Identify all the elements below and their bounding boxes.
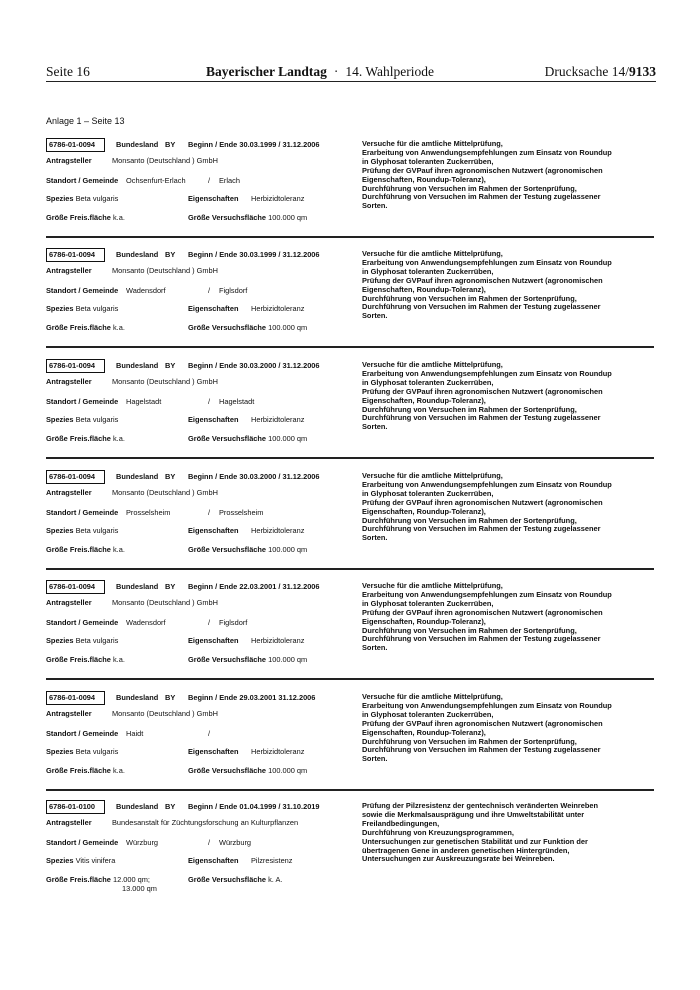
gemeinde-separator: /	[208, 176, 211, 185]
spezies-row	[46, 194, 118, 203]
freis-row	[46, 766, 125, 775]
standort-value: Prosselsheim	[126, 508, 171, 517]
entry-rule	[46, 789, 654, 791]
antragsteller-label: Antragsteller	[46, 156, 92, 165]
description-line: Prüfung der GVPauf ihren agronomischen Nutzwert (agronomischen	[362, 497, 603, 507]
versuch-value: 100.000 qm	[268, 545, 308, 554]
freis-value: k.a.	[112, 766, 125, 775]
entry-description	[362, 140, 658, 211]
bundesland-label: Bundesland	[116, 250, 159, 259]
gemeinde-value: Figlsdorf	[219, 286, 248, 295]
description-line: Erarbeitung von Anwendungsempfehlungen zum Einsatz von Roundup	[362, 368, 612, 378]
antragsteller-value: Monsanto (Deutschland ) GmbH	[112, 598, 218, 607]
description-line: Prüfung der GVPauf ihren agronomischen Nutzwert (agronomischen	[362, 275, 603, 285]
spezies-label: Spezies	[46, 194, 74, 203]
description-line: Durchführung von Versuchen im Rahmen der Sortenprüfung,	[362, 625, 577, 635]
entry-5	[46, 580, 656, 680]
description-line: Versuche für die amtliche Mittelprüfung,	[362, 360, 503, 369]
description-line: in Glyphosat toleranten Zuckerrüben,	[362, 709, 494, 719]
date-separator: /	[278, 582, 281, 591]
bundesland-value: BY	[165, 472, 176, 481]
bundesland-value: BY	[165, 693, 176, 702]
description-line: Freilandbedingungen,	[362, 818, 440, 828]
standort-label: Standort / Gemeinde	[46, 176, 119, 185]
standort-value: Wadensdorf	[126, 286, 166, 295]
description-line: Durchführung von Versuchen im Rahmen der Testung zugelassener	[362, 413, 601, 423]
beginn-value: 29.03.2001	[239, 693, 277, 702]
freis-row	[46, 434, 125, 443]
spezies-label: Spezies	[46, 304, 74, 313]
entry-description	[362, 472, 658, 543]
entry-3	[46, 359, 656, 459]
eigenschaften-value: Herbizidtoleranz	[251, 194, 305, 203]
antragsteller-value: Monsanto (Deutschland ) GmbH	[112, 377, 218, 386]
entry-id: 6786-01-0094	[46, 470, 105, 484]
description-line: Durchführung von Versuchen im Rahmen der Testung zugelassener	[362, 745, 601, 755]
entry-id: 6786-01-0094	[46, 248, 105, 262]
ende-value: 31.12.2006	[278, 693, 316, 702]
gemeinde-separator: /	[208, 618, 211, 627]
eigenschaften-label: Eigenschaften	[188, 415, 239, 424]
description-line: in Glyphosat toleranten Zuckerrüben,	[362, 156, 494, 166]
eigenschaften-value: Herbizidtoleranz	[251, 526, 305, 535]
antragsteller-label: Antragsteller	[46, 818, 92, 827]
versuch-row	[188, 545, 307, 554]
antragsteller-label: Antragsteller	[46, 266, 92, 275]
entry-id: 6786-01-0094	[46, 691, 105, 705]
standort-label: Standort / Gemeinde	[46, 618, 119, 627]
spezies-row	[46, 747, 118, 756]
beginn-value: 22.03.2001	[239, 582, 277, 591]
versuch-value: 100.000 qm	[268, 655, 308, 664]
freis-row	[46, 545, 125, 554]
spezies-value: Beta vulgaris	[75, 415, 119, 424]
freis-label: Größe Freis.fläche	[46, 323, 111, 332]
description-line: Durchführung von Versuchen im Rahmen der Testung zugelassener	[362, 634, 601, 644]
description-line: Erarbeitung von Anwendungsempfehlungen zum Einsatz von Roundup	[362, 257, 612, 267]
annex-label: Anlage 1 – Seite 13	[46, 116, 125, 126]
spezies-label: Spezies	[46, 856, 74, 865]
description-line: in Glyphosat toleranten Zuckerrüben,	[362, 488, 494, 498]
beginn-ende-label: Beginn / Ende	[188, 802, 238, 811]
description-line: Erarbeitung von Anwendungsempfehlungen zum Einsatz von Roundup	[362, 147, 612, 157]
description-line: in Glyphosat toleranten Zuckerrüben,	[362, 266, 494, 276]
description-line: Prüfung der GVPauf ihren agronomischen Nutzwert (agronomischen	[362, 165, 603, 175]
description-line: in Glyphosat toleranten Zuckerrüben,	[362, 598, 494, 608]
freis-label: Größe Freis.fläche	[46, 434, 111, 443]
description-line: in Glyphosat toleranten Zuckerrüben,	[362, 377, 494, 387]
spezies-row	[46, 415, 118, 424]
standort-value: Würzburg	[126, 838, 159, 847]
standort-label: Standort / Gemeinde	[46, 508, 119, 517]
ende-value: 31.10.2019	[282, 802, 320, 811]
spezies-row	[46, 304, 118, 313]
date-separator: /	[278, 361, 281, 370]
bundesland-label: Bundesland	[116, 582, 159, 591]
entry-rule	[46, 457, 654, 459]
header-separator: ·	[333, 64, 339, 79]
description-line: Versuche für die amtliche Mittelprüfung,	[362, 139, 503, 148]
versuch-label: Größe Versuchsfläche	[188, 323, 267, 332]
versuch-row	[188, 655, 307, 664]
freis-value: k.a.	[112, 655, 125, 664]
spezies-value: Beta vulgaris	[75, 304, 119, 313]
gemeinde-value: Prosselsheim	[219, 508, 264, 517]
standort-label: Standort / Gemeinde	[46, 838, 119, 847]
description-line: Untersuchungen zur genetischen Stabilität und zur Funktion der	[362, 836, 588, 846]
bundesland-value: BY	[165, 361, 176, 370]
standort-value: Haidt	[126, 729, 144, 738]
description-line: Sorten.	[362, 643, 388, 653]
versuch-value: k. A.	[268, 875, 283, 884]
gemeinde-value: Figlsdorf	[219, 618, 248, 627]
description-line: Eigenschaften, Roundup-Toleranz),	[362, 174, 486, 184]
antragsteller-value: Monsanto (Deutschland ) GmbH	[112, 156, 218, 165]
spezies-value: Beta vulgaris	[75, 194, 119, 203]
bundesland-value: BY	[165, 140, 176, 149]
description-line: Prüfung der GVPauf ihren agronomischen Nutzwert (agronomischen	[362, 607, 603, 617]
description-line: Prüfung der Pilzresistenz der gentechnisch veränderten Weinreben	[362, 801, 599, 810]
bundesland-label: Bundesland	[116, 140, 159, 149]
bundesland-label: Bundesland	[116, 693, 159, 702]
description-line: Erarbeitung von Anwendungsempfehlungen zum Einsatz von Roundup	[362, 700, 612, 710]
beginn-ende-label: Beginn / Ende	[188, 582, 238, 591]
beginn-ende-label: Beginn / Ende	[188, 693, 238, 702]
ende-value: 31.12.2006	[282, 250, 320, 259]
spezies-value: Beta vulgaris	[75, 526, 119, 535]
freis-value: k.a.	[112, 434, 125, 443]
spezies-value: Beta vulgaris	[75, 747, 119, 756]
freis-value: k.a.	[112, 323, 125, 332]
versuch-row	[188, 766, 307, 775]
entry-id: 6786-01-0100	[46, 800, 105, 814]
versuch-label: Größe Versuchsfläche	[188, 655, 267, 664]
freis-label: Größe Freis.fläche	[46, 213, 111, 222]
description-line: Durchführung von Versuchen im Rahmen der Sortenprüfung,	[362, 293, 577, 303]
description-line: Sorten.	[362, 754, 388, 764]
legislative-period: 14. Wahlperiode	[345, 64, 435, 79]
freis-label: Größe Freis.fläche	[46, 655, 111, 664]
freis-row	[46, 323, 125, 332]
antragsteller-label: Antragsteller	[46, 488, 92, 497]
standort-value: Ochsenfurt-Erlach	[126, 176, 186, 185]
description-line: Eigenschaften, Roundup-Toleranz),	[362, 395, 486, 405]
beginn-ende-label: Beginn / Ende	[188, 140, 238, 149]
standort-label: Standort / Gemeinde	[46, 286, 119, 295]
description-line: Eigenschaften, Roundup-Toleranz),	[362, 284, 486, 294]
freis-value-2: 13.000 qm	[122, 884, 157, 893]
freis-row	[46, 213, 125, 222]
date-separator: /	[278, 802, 281, 811]
date-separator: /	[278, 140, 281, 149]
antragsteller-label: Antragsteller	[46, 377, 92, 386]
description-line: Prüfung der GVPauf ihren agronomischen Nutzwert (agronomischen	[362, 718, 603, 728]
versuch-label: Größe Versuchsfläche	[188, 875, 267, 884]
beginn-ende	[188, 472, 320, 481]
eigenschaften-label: Eigenschaften	[188, 747, 239, 756]
beginn-ende	[188, 693, 315, 702]
standort-value: Hagelstadt	[126, 397, 162, 406]
entry-6	[46, 691, 656, 791]
description-line: Sorten.	[362, 311, 388, 321]
description-line: Durchführung von Versuchen im Rahmen der Sortenprüfung,	[362, 404, 577, 414]
eigenschaften-label: Eigenschaften	[188, 194, 239, 203]
entry-1	[46, 138, 656, 238]
description-line: Sorten.	[362, 533, 388, 543]
versuch-label: Größe Versuchsfläche	[188, 766, 267, 775]
antragsteller-label: Antragsteller	[46, 709, 92, 718]
description-line: Versuche für die amtliche Mittelprüfung,	[362, 471, 503, 480]
gemeinde-value: Hagelstadt	[219, 397, 255, 406]
versuch-row	[188, 213, 307, 222]
beginn-value: 30.03.1999	[239, 250, 277, 259]
bundesland-label: Bundesland	[116, 802, 159, 811]
description-line: Durchführung von Versuchen im Rahmen der Testung zugelassener	[362, 524, 601, 534]
spezies-label: Spezies	[46, 636, 74, 645]
eigenschaften-label: Eigenschaften	[188, 526, 239, 535]
entry-id: 6786-01-0094	[46, 359, 105, 373]
bundesland-label: Bundesland	[116, 361, 159, 370]
entry-description	[362, 802, 658, 864]
gemeinde-separator: /	[208, 508, 211, 517]
description-line: Eigenschaften, Roundup-Toleranz),	[362, 616, 486, 626]
gemeinde-separator: /	[208, 838, 211, 847]
freis-value: 12.000 qm;	[112, 875, 150, 884]
entry-description	[362, 582, 658, 653]
versuch-label: Größe Versuchsfläche	[188, 434, 267, 443]
header-center	[206, 64, 434, 80]
entry-4	[46, 470, 656, 570]
description-line: Durchführung von Versuchen im Rahmen der Sortenprüfung,	[362, 515, 577, 525]
versuch-value: 100.000 qm	[268, 213, 308, 222]
standort-value: Wadensdorf	[126, 618, 166, 627]
beginn-ende	[188, 140, 320, 149]
eigenschaften-label: Eigenschaften	[188, 636, 239, 645]
gemeinde-value: Würzburg	[219, 838, 252, 847]
spezies-label: Spezies	[46, 526, 74, 535]
spezies-value: Vitis vinifera	[75, 856, 116, 865]
page-number: Seite 16	[46, 64, 90, 79]
entry-description	[362, 361, 658, 432]
description-line: Durchführung von Versuchen im Rahmen der Sortenprüfung,	[362, 736, 577, 746]
versuch-label: Größe Versuchsfläche	[188, 213, 267, 222]
beginn-ende	[188, 582, 320, 591]
spezies-label: Spezies	[46, 747, 74, 756]
description-line: Versuche für die amtliche Mittelprüfung,	[362, 692, 503, 701]
freis-label: Größe Freis.fläche	[46, 766, 111, 775]
beginn-value: 30.03.2000	[239, 472, 277, 481]
description-line: Durchführung von Versuchen im Rahmen der Sortenprüfung,	[362, 183, 577, 193]
freis-label: Größe Freis.fläche	[46, 545, 111, 554]
antragsteller-value: Bundesanstalt für Züchtungsforschung an Kulturpflanzen	[112, 818, 299, 827]
ende-value: 31.12.2006	[282, 472, 320, 481]
description-line: Sorten.	[362, 201, 388, 211]
document-number	[545, 64, 656, 80]
beginn-ende	[188, 250, 320, 259]
description-line: Untersuchungen zur Auskreuzungsrate bei Weinreben.	[362, 854, 555, 864]
description-line: Versuche für die amtliche Mittelprüfung,	[362, 249, 503, 258]
page-header	[46, 64, 656, 82]
antragsteller-label: Antragsteller	[46, 598, 92, 607]
versuch-row	[188, 323, 307, 332]
freis-row	[46, 655, 125, 664]
entry-rule	[46, 678, 654, 680]
versuch-row	[188, 434, 307, 443]
entry-rule	[46, 236, 654, 238]
eigenschaften-value: Pilzresistenz	[251, 856, 293, 865]
ende-value: 31.12.2006	[282, 140, 320, 149]
eigenschaften-label: Eigenschaften	[188, 856, 239, 865]
eigenschaften-value: Herbizidtoleranz	[251, 415, 305, 424]
gemeinde-separator: /	[208, 286, 211, 295]
entry-id: 6786-01-0094	[46, 138, 105, 152]
beginn-ende-label: Beginn / Ende	[188, 250, 238, 259]
freis-label: Größe Freis.fläche	[46, 875, 111, 884]
header-rule	[46, 81, 656, 82]
ende-value: 31.12.2006	[282, 582, 320, 591]
entry-description	[362, 693, 658, 764]
description-line: Prüfung der GVPauf ihren agronomischen Nutzwert (agronomischen	[362, 386, 603, 396]
date-separator: /	[278, 472, 281, 481]
versuch-label: Größe Versuchsfläche	[188, 545, 267, 554]
standort-label: Standort / Gemeinde	[46, 397, 119, 406]
gemeinde-separator: /	[208, 397, 211, 406]
beginn-value: 30.03.2000	[239, 361, 277, 370]
versuch-value: 100.000 qm	[268, 434, 308, 443]
bundesland-value: BY	[165, 802, 176, 811]
entry-2	[46, 248, 656, 348]
versuch-row	[188, 875, 283, 884]
bundesland-value: BY	[165, 582, 176, 591]
spezies-row	[46, 526, 118, 535]
spezies-row	[46, 636, 118, 645]
bundesland-value: BY	[165, 250, 176, 259]
entry-rule	[46, 568, 654, 570]
beginn-ende-label: Beginn / Ende	[188, 361, 238, 370]
gemeinde-value: Erlach	[219, 176, 240, 185]
description-line: sowie die Merkmalsausprägung und ihre Umweltstabilität unter	[362, 809, 585, 819]
description-line: Durchführung von Versuchen im Rahmen der Testung zugelassener	[362, 192, 601, 202]
entry-rule	[46, 346, 654, 348]
document-number-value: 9133	[629, 64, 656, 79]
spezies-value: Beta vulgaris	[75, 636, 119, 645]
freis-row	[46, 875, 150, 884]
description-line: Erarbeitung von Anwendungsempfehlungen zum Einsatz von Roundup	[362, 589, 612, 599]
spezies-row	[46, 856, 115, 865]
eigenschaften-value: Herbizidtoleranz	[251, 304, 305, 313]
date-separator: /	[278, 250, 281, 259]
description-line: Eigenschaften, Roundup-Toleranz),	[362, 506, 486, 516]
beginn-value: 01.04.1999	[239, 802, 277, 811]
description-line: Sorten.	[362, 422, 388, 432]
freis-value: k.a.	[112, 545, 125, 554]
description-line: Erarbeitung von Anwendungsempfehlungen zum Einsatz von Roundup	[362, 479, 612, 489]
eigenschaften-label: Eigenschaften	[188, 304, 239, 313]
parliament-name: Bayerischer Landtag	[206, 64, 327, 79]
description-line: Versuche für die amtliche Mittelprüfung,	[362, 581, 503, 590]
eigenschaften-value: Herbizidtoleranz	[251, 747, 305, 756]
description-line: übertragenen Gene in anderen genetischen Hintergründen,	[362, 845, 570, 855]
antragsteller-value: Monsanto (Deutschland ) GmbH	[112, 266, 218, 275]
freis-value: k.a.	[112, 213, 125, 222]
beginn-value: 30.03.1999	[239, 140, 277, 149]
bundesland-label: Bundesland	[116, 472, 159, 481]
antragsteller-value: Monsanto (Deutschland ) GmbH	[112, 488, 218, 497]
antragsteller-value: Monsanto (Deutschland ) GmbH	[112, 709, 218, 718]
gemeinde-separator: /	[208, 729, 211, 738]
spezies-label: Spezies	[46, 415, 74, 424]
ende-value: 31.12.2006	[282, 361, 320, 370]
entry-id: 6786-01-0094	[46, 580, 105, 594]
beginn-ende-label: Beginn / Ende	[188, 472, 238, 481]
versuch-value: 100.000 qm	[268, 323, 308, 332]
description-line: Durchführung von Kreuzungsprogrammen,	[362, 827, 514, 837]
versuch-value: 100.000 qm	[268, 766, 308, 775]
eigenschaften-value: Herbizidtoleranz	[251, 636, 305, 645]
standort-label: Standort / Gemeinde	[46, 729, 119, 738]
beginn-ende	[188, 361, 320, 370]
beginn-ende	[188, 802, 320, 811]
description-line: Eigenschaften, Roundup-Toleranz),	[362, 727, 486, 737]
entry-description	[362, 250, 658, 321]
description-line: Durchführung von Versuchen im Rahmen der Testung zugelassener	[362, 302, 601, 312]
entry-7	[46, 800, 656, 900]
document-prefix: Drucksache 14/	[544, 64, 629, 79]
